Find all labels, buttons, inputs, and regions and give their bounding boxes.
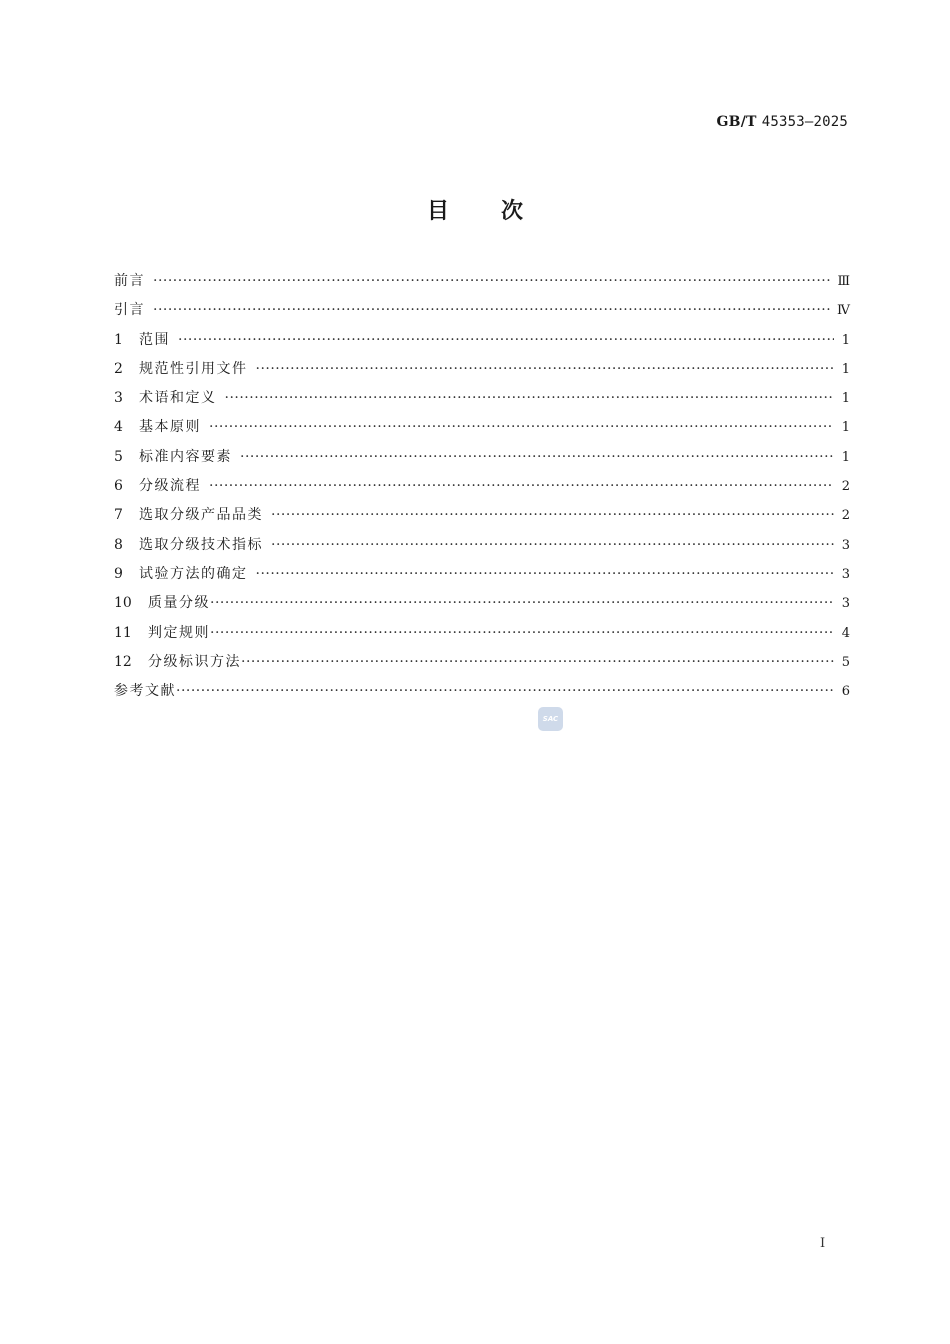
toc-dot-leader [176, 683, 834, 699]
toc-entry-page: 1 [841, 361, 850, 377]
toc-entry[interactable] [114, 446, 850, 475]
toc-entry-label: 选取分级产品品类 [139, 507, 263, 524]
toc-dot-leader [153, 273, 831, 289]
toc-entry[interactable] [114, 387, 850, 416]
toc-dot-leader [210, 595, 834, 611]
toc-entry[interactable] [114, 680, 850, 709]
standard-number: 45353—2025 [761, 114, 848, 130]
toc-entry-label: 规范性引用文件 [139, 360, 248, 377]
toc-entry[interactable] [114, 475, 850, 504]
toc-entry-label: 基本原则 [139, 419, 201, 436]
toc-entry-page: 3 [841, 537, 850, 553]
toc-entry-page: Ⅲ [837, 274, 850, 289]
toc-entry[interactable] [114, 592, 850, 621]
toc-entry[interactable] [114, 563, 850, 592]
toc-entry-page: 3 [841, 566, 850, 582]
sac-logo-watermark: SAC [538, 707, 563, 731]
toc-entry-label: 判定规则 [148, 624, 210, 641]
toc-entry[interactable] [114, 299, 850, 328]
toc-entry-number: 10 [114, 595, 132, 612]
toc-dot-leader [178, 332, 834, 348]
toc-entry-label: 范围 [139, 331, 170, 348]
toc-dot-leader [225, 390, 835, 406]
toc-entry-label: 分级标识方法 [148, 653, 241, 670]
page-title: 目次 [426, 199, 575, 224]
toc-entry-label: 前言 [114, 273, 145, 289]
toc-entry-page: 4 [841, 625, 850, 641]
toc-entry-page: 1 [841, 391, 850, 407]
toc-entry[interactable] [114, 270, 850, 299]
toc-dot-leader [153, 302, 831, 318]
toc-entry[interactable] [114, 416, 850, 445]
toc-entry[interactable] [114, 622, 850, 651]
toc-dot-leader [271, 507, 834, 523]
toc-entry-label: 引言 [114, 302, 145, 319]
toc-entry-label: 标准内容要素 [139, 448, 232, 465]
toc-entry-number: 9 [114, 565, 123, 582]
toc-entry-page: 1 [841, 420, 850, 436]
page-number: I [820, 1236, 826, 1251]
standard-prefix: GB/T [716, 114, 757, 130]
toc-dot-leader [240, 449, 834, 465]
toc-entry-number: 2 [114, 360, 123, 377]
table-of-contents [114, 270, 850, 709]
toc-entry[interactable] [114, 358, 850, 387]
toc-entry-label: 选取分级技术指标 [139, 536, 263, 553]
toc-entry[interactable] [114, 329, 850, 358]
toc-entry-page: 1 [841, 332, 850, 348]
toc-entry-page: 2 [841, 508, 850, 524]
standard-code [717, 114, 849, 130]
toc-entry-page: 5 [841, 654, 850, 670]
toc-entry-number: 7 [114, 507, 123, 524]
toc-entry-page: 2 [841, 479, 850, 495]
toc-entry-page: Ⅳ [837, 303, 850, 319]
toc-dot-leader [209, 419, 834, 435]
toc-entry[interactable] [114, 504, 850, 533]
toc-entry-label: 分级流程 [139, 478, 201, 495]
toc-entry-number: 8 [114, 536, 123, 553]
toc-entry-page: 6 [841, 684, 850, 700]
toc-entry-label: 术语和定义 [139, 390, 217, 407]
toc-dot-leader [209, 478, 834, 494]
toc-dot-leader [210, 625, 834, 641]
toc-entry-page: 3 [841, 596, 850, 612]
toc-entry-number: 12 [114, 653, 132, 670]
toc-entry-page: 1 [841, 449, 850, 465]
toc-dot-leader [256, 361, 835, 377]
toc-entry-number: 5 [114, 448, 123, 465]
toc-entry-number: 4 [114, 419, 123, 436]
toc-entry-number: 11 [114, 624, 132, 641]
toc-entry-label: 参考文献 [114, 683, 176, 700]
toc-entry-number: 1 [114, 331, 123, 348]
toc-entry-label: 质量分级 [148, 595, 210, 612]
toc-entry-number: 6 [114, 478, 123, 495]
toc-entry-label: 试验方法的确定 [139, 565, 248, 582]
toc-entry[interactable] [114, 534, 850, 563]
toc-dot-leader [271, 537, 834, 553]
toc-dot-leader [256, 566, 835, 582]
toc-dot-leader [241, 654, 834, 670]
toc-entry-number: 3 [114, 390, 123, 407]
toc-entry[interactable] [114, 651, 850, 680]
